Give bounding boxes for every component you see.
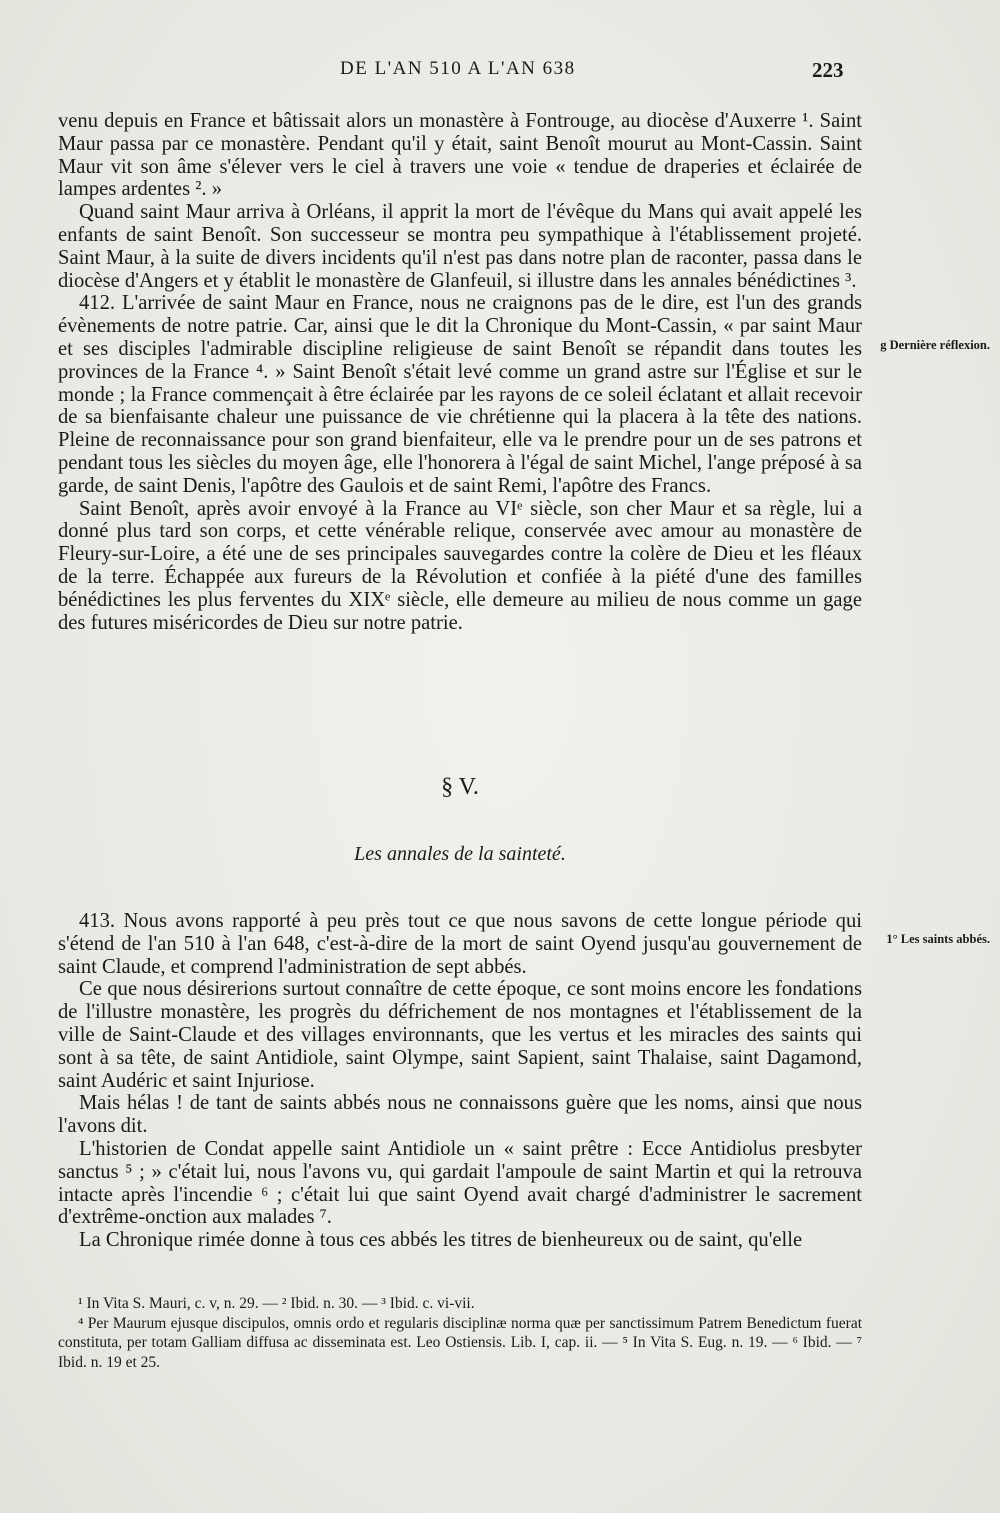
paragraph-413: 413. Nous avons rapporté à peu près tout ce que nous savons de cette longue période qui s'étend de l'an 510 à l'an 648, c'est-à-dire de la mort de saint Oyend jusqu'au gouvernement de saint Claude, et comprend l'administration de sept abbés. — [58, 910, 862, 978]
running-head-title: DE L'AN 510 A L'AN 638 — [340, 58, 576, 79]
footnote: ¹ In Vita S. Mauri, c. v, n. 29. — ² Ibid. n. 30. — ³ Ibid. c. vi-vii. — [78, 1295, 475, 1312]
body-text-bottom — [58, 910, 862, 1252]
paragraph: Quand saint Maur arriva à Orléans, il apprit la mort de l'évêque du Mans qui avait appelé les enfants de saint Benoît. Son successeur se montra peu sympathique à l'établissement projeté. Saint Maur, à la suite de divers incidents qu'il n'est pas dans notre plan de raconter, passa dans le diocèse d'Angers et y établit le monastère de Glanfeuil, si illustre dans les annales bénédictines ³. — [58, 201, 862, 292]
paragraph: Mais hélas ! de tant de saints abbés nous ne connaissons guère que les noms, ainsi que nous l'avons dit. — [58, 1092, 862, 1138]
section-mark: § V. — [441, 774, 479, 800]
paragraph: L'historien de Condat appelle saint Antidiole un « saint prêtre : Ecce Antidiolus presbyter sanctus ⁵ ; » c'était lui, nous l'avons vu, qui gardait l'ampoule de saint Martin et qui la retrouva intacte après l'incendie ⁶ ; c'était lui que saint Oyend avait chargé d'administrer le sacrement d'extrême-onction aux malades ⁷. — [58, 1137, 862, 1229]
paragraph: venu depuis en France et bâtissait alors un monastère à Fontrouge, au diocèse d'Auxerre ¹. Saint Maur passa par ce monastère. Pendant qu'il y était, saint Benoît mourut au Mont-Cassin. Saint Maur vit son âme s'élever vers le ciel à travers une voie « tendue de draperies et éclairée de lampes ardentes ². » — [58, 110, 862, 201]
paragraph-412: 412. L'arrivée de saint Maur en France, nous ne craignons pas de le dire, est l'un des grands évènements de notre patrie. Car, ainsi que le dit la Chronique du Mont-Cassin, « par saint Maur et ses disciples l'admirable discipline religieuse de saint Benoît se répandit dans toutes les provinces de la France ⁴. » Saint Benoît s'était levé comme un grand astre sur l'Église et sur le monde ; la France commençait à être éclairée par les rayons de ce soleil éclatant et allait recevoir de sa bienfaisante chaleur une puissance de vie chrétienne qui la placera à la tête des nations. Pleine de reconnaissance pour son grand bienfaiteur, elle va le prendre pour un de ses patrons et pendant tous les siècles du moyen âge, elle l'honorera à l'égal de saint Michel, l'ange préposé à sa garde, de saint Denis, l'apôtre des Gaulois et de saint Remi, l'apôtre des Francs. — [58, 292, 862, 497]
margin-note-derniere-reflexion: g Dernière réflexion. — [880, 338, 990, 352]
running-head — [0, 58, 1000, 88]
section-title: Les annales de la sainteté. — [354, 843, 566, 865]
body-text-top — [58, 110, 862, 634]
paragraph: Ce que nous désirerions surtout connaître de cette époque, ce sont moins encore les fondations de l'illustre monastère, les progrès du défrichement de nos montagnes et l'établissement de la ville de Saint-Claude et des villages environnants, que les vertus et les miracles des saints qui sont à sa tête, de saint Antidiole, saint Olympe, saint Sapient, saint Thalaise, saint Dagamond, saint Audéric et saint Injuriose. — [58, 978, 862, 1092]
footnotes — [58, 1294, 862, 1372]
footnote: ⁴ Per Maurum ejusque discipulos, omnis ordo et regularis disciplinæ norma quæ per sanctissimum Patrem Benedictum fuerat constituta, per totam Galliam diffusa ac disseminata est. Leo Ostiensis. Lib. I, cap. ii. — ⁵ In Vita S. Eug. n. 19. — ⁶ Ibid. — ⁷ Ibid. n. 19 et 25. — [58, 1314, 862, 1371]
page-number: 223 — [812, 58, 844, 82]
paragraph: La Chronique rimée donne à tous ces abbés les titres de bienheureux ou de saint, qu'elle — [79, 1229, 803, 1252]
paragraph: Saint Benoît, après avoir envoyé à la France au VIᵉ siècle, son cher Maur et sa règle, lui a donné plus tard son corps, et cette vénérable relique, conservée avec amour au monastère de Fleury-sur-Loire, a été une de ses principales sauvegardes contre la colère de Dieu et les fléaux de la terre. Échappée aux fureurs de la Révolution et confiée à la piété d'une des familles bénédictines les plus ferventes du XIXᵉ siècle, elle demeure au milieu de nous comme un gage des futures miséricordes de Dieu sur notre patrie. — [58, 497, 862, 634]
margin-note-saints-abbes: 1° Les saints abbés. — [886, 932, 990, 946]
